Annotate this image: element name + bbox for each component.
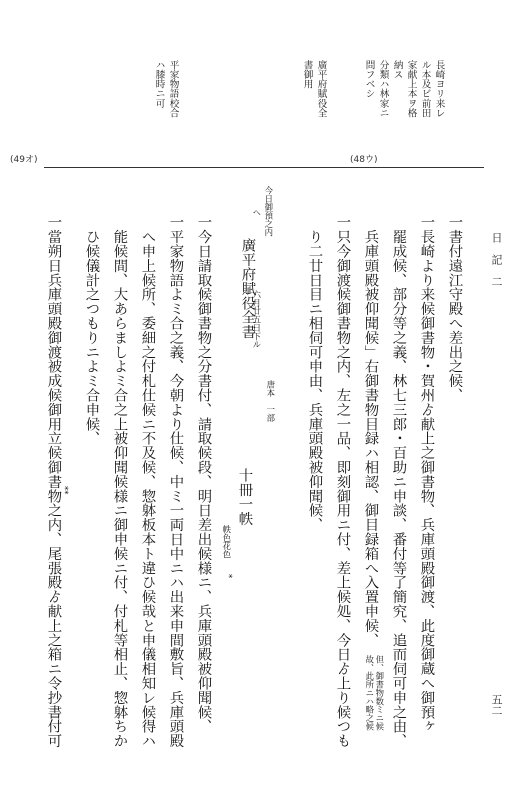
side-caption-1: 今日御預之内: [263, 186, 274, 237]
section-rule: [44, 167, 484, 168]
text-col-12: 一當朔日兵庫頭殿御渡被成候御用立候御書物之内、尾張殿ゟ献上之箱ニ令抄書付可: [45, 215, 62, 748]
text-col-6: り二廿日目ニ相伺可申由、兵庫頭殿被仰聞候、: [306, 215, 323, 532]
side-caption-2: へ: [251, 208, 262, 217]
margin-note-left-2: 書御用: [301, 60, 313, 89]
text-col-11: ひ候儀計之つもりニよミ合申候、: [83, 215, 100, 446]
margin-note-left-1: 廣平府賦役全: [315, 60, 327, 118]
inline-paren-note-1: 但、御書物数ミニ候: [374, 655, 385, 731]
margin-note-far-left-1: 平家物語校合: [167, 60, 179, 118]
margin-note-right-1: 長崎ヨリ来レ: [433, 60, 445, 118]
text-col-4: 兵庫頭殿被仰聞候」右御書物目録ハ相認、御目録箱へ入置申候、: [362, 215, 379, 647]
margin-note-far-left-2: ハ膝時ニ可: [153, 60, 165, 108]
margin-note-right-6: 問フベシ: [363, 60, 375, 99]
text-col-7: 一今日請取候御書物之分書付、請取候段、明日差出候様ニ、兵庫頭殿被仰聞候、: [195, 215, 212, 734]
asterisk-note: *: [223, 574, 234, 579]
book-qty-note: 帙色花色: [221, 525, 232, 559]
margin-note-right-4: 納ス: [391, 60, 403, 80]
book-qty: 十冊一帙: [236, 468, 253, 526]
text-col-10: 能候間、大あらましよミ合之上被仰聞候様ニ御申候ニ付、付札等相止、惣躰ちか: [111, 215, 128, 748]
book-title: 廣平府賦役全書: [239, 238, 256, 339]
text-col-3: 罷成候、部分等之義、林七三郎・百助ニ申談、番付等了簡究、追而伺可申之由、: [390, 215, 407, 748]
text-col-1: 一書付遠江守殿へ差出之候、: [446, 215, 463, 403]
inline-paren-note-2: 故、此所ニハ略之候: [364, 655, 375, 731]
margin-note-right-2: ル本及ビ前田: [419, 60, 431, 118]
page-number: 五二: [490, 694, 503, 716]
margin-note-right-5: 分類ハ林家ニ: [377, 60, 389, 118]
running-title: 日 記 二: [490, 232, 503, 287]
text-col-9: へ申上候所、委細之付札仕候ニ不及候、惣躰板本ト違ひ候哉と申儀相知レ候得ハ: [139, 215, 156, 748]
page-marker-left: (49オ): [10, 155, 38, 165]
text-col-5: 一只今御渡候御書物之内、左之一品、即刻御用ニ付、差上候処、今日ゟ上り候つも: [334, 215, 351, 748]
text-col-8: 一平家物語よミ合之義、今朝より仕候、中ミ一両日中ニハ出来申間敷旨、兵庫頭殿: [167, 215, 184, 748]
book-note: 唐本 一部: [265, 380, 276, 422]
double-asterisk-note: **: [59, 486, 70, 495]
margin-note-right-3: 家献上本ヲ格: [405, 60, 417, 118]
book-date-note: 六月廿五日下ル: [251, 290, 262, 349]
page-marker-right: (48ウ): [350, 155, 378, 165]
text-col-2: 一長崎より来候御書物・賀州ゟ献上之御書物、兵庫頭殿御渡、此度御蔵へ御預ヶ: [418, 215, 435, 734]
